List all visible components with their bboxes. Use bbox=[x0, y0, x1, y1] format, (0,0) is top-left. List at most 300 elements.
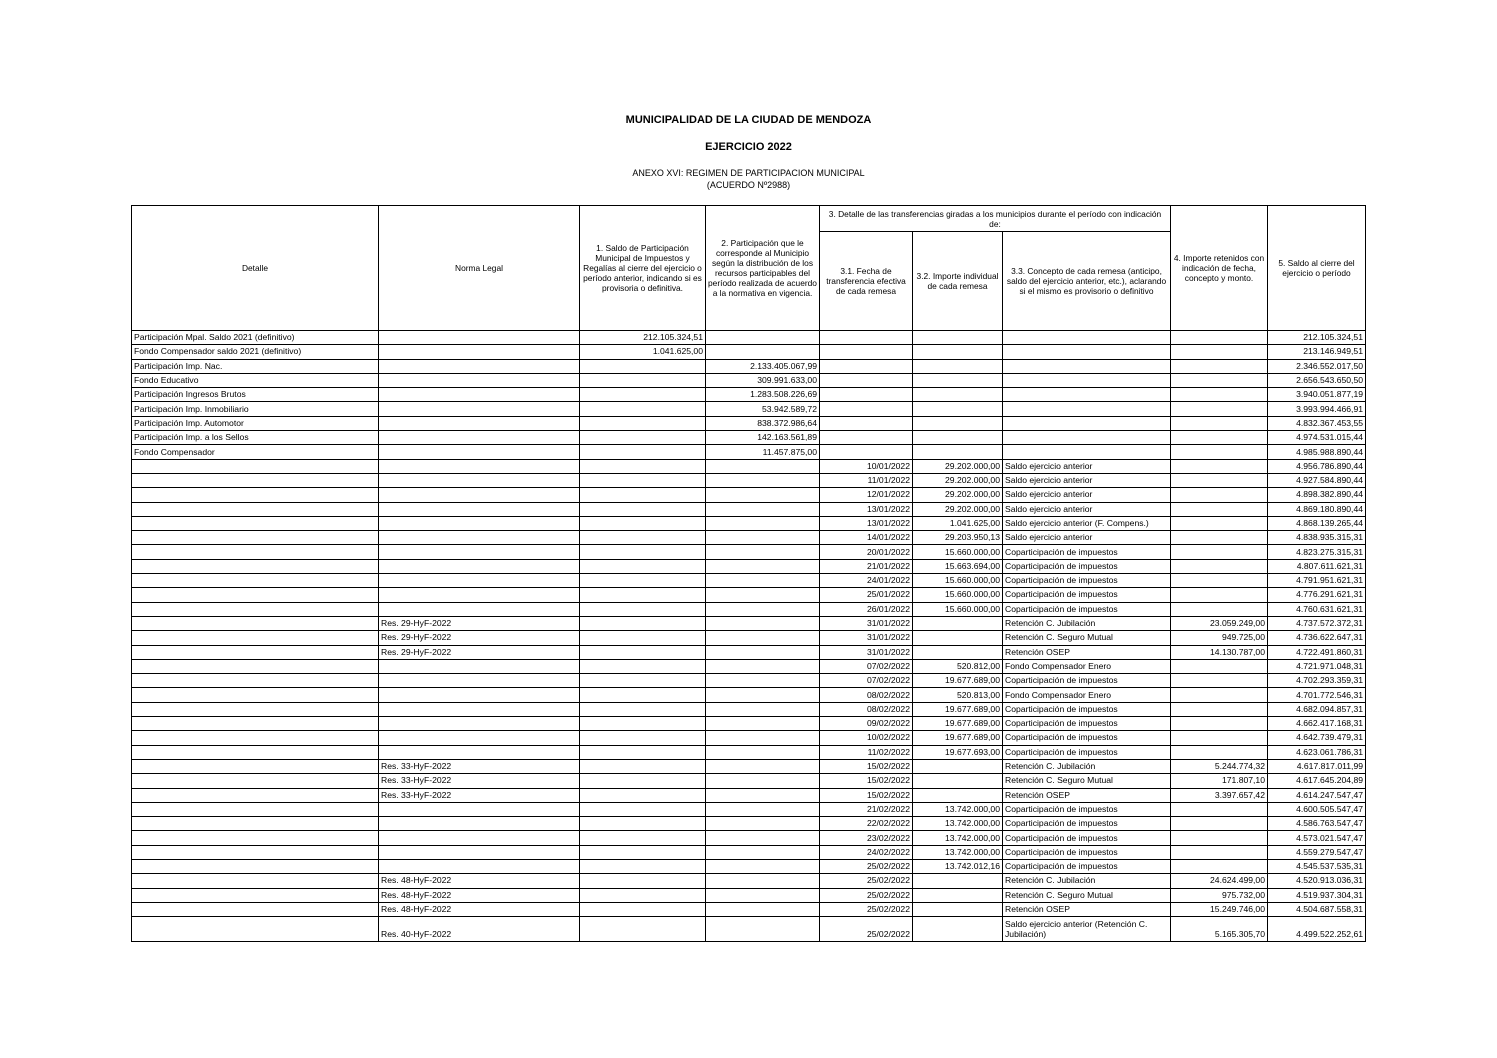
norma-legal-cell: Res. 48-HyF-2022 bbox=[379, 888, 580, 902]
table-row bbox=[132, 831, 1366, 845]
saldo-cierre-cell: 4.868.139.265,44 bbox=[1268, 516, 1366, 530]
importe-cell bbox=[913, 345, 1003, 359]
col-header-norma-legal: Norma Legal bbox=[379, 206, 580, 331]
retencion-cell bbox=[1171, 431, 1268, 445]
concepto-cell: Retención C. Seguro Mutual bbox=[1003, 774, 1171, 788]
importe-cell bbox=[913, 788, 1003, 802]
participacion-cell bbox=[706, 902, 820, 916]
retencion-cell bbox=[1171, 388, 1268, 402]
retencion-cell bbox=[1171, 416, 1268, 430]
participacion-cell bbox=[706, 345, 820, 359]
importe-cell: 15.663.694,00 bbox=[913, 559, 1003, 573]
retencion-cell bbox=[1171, 488, 1268, 502]
table-row bbox=[132, 388, 1366, 402]
saldo-cierre-cell: 4.701.772.546,31 bbox=[1268, 688, 1366, 702]
concepto-cell: Retención OSEP bbox=[1003, 788, 1171, 802]
importe-cell bbox=[913, 402, 1003, 416]
importe-cell: 520.812,00 bbox=[913, 659, 1003, 673]
importe-cell bbox=[913, 431, 1003, 445]
fecha-cell bbox=[820, 431, 913, 445]
participacion-cell: 2.133.405.067,99 bbox=[706, 359, 820, 373]
fecha-cell: 25/02/2022 bbox=[820, 874, 913, 888]
detalle-cell bbox=[132, 831, 379, 845]
fiscal-year-title: EJERCICIO 2022 bbox=[705, 141, 792, 153]
fecha-cell bbox=[820, 388, 913, 402]
participacion-cell bbox=[706, 817, 820, 831]
importe-cell: 13.742.000,00 bbox=[913, 845, 1003, 859]
norma-legal-cell bbox=[379, 531, 580, 545]
table-row bbox=[132, 488, 1366, 502]
saldo-anterior-cell bbox=[580, 817, 706, 831]
saldo-cierre-cell: 4.499.522.252,61 bbox=[1268, 917, 1366, 942]
participacion-cell bbox=[706, 674, 820, 688]
norma-legal-cell bbox=[379, 388, 580, 402]
detalle-cell: Participación Imp. Automotor bbox=[132, 416, 379, 430]
saldo-anterior-cell bbox=[580, 516, 706, 530]
norma-legal-cell bbox=[379, 345, 580, 359]
retencion-cell: 14.130.787,00 bbox=[1171, 645, 1268, 659]
retencion-cell bbox=[1171, 588, 1268, 602]
concepto-cell bbox=[1003, 345, 1171, 359]
saldo-anterior-cell bbox=[580, 717, 706, 731]
importe-cell: 29.202.000,00 bbox=[913, 488, 1003, 502]
importe-cell: 29.202.000,00 bbox=[913, 502, 1003, 516]
participacion-cell bbox=[706, 559, 820, 573]
norma-legal-cell bbox=[379, 545, 580, 559]
participacion-cell bbox=[706, 745, 820, 759]
importe-cell bbox=[913, 388, 1003, 402]
saldo-cierre-cell: 3.993.994.466,91 bbox=[1268, 402, 1366, 416]
fecha-cell: 13/01/2022 bbox=[820, 516, 913, 530]
fecha-cell: 07/02/2022 bbox=[820, 674, 913, 688]
retencion-cell bbox=[1171, 731, 1268, 745]
table-row bbox=[132, 674, 1366, 688]
saldo-anterior-cell bbox=[580, 473, 706, 487]
saldo-anterior-cell bbox=[580, 759, 706, 773]
table-row bbox=[132, 616, 1366, 630]
participacion-cell bbox=[706, 588, 820, 602]
detalle-cell bbox=[132, 702, 379, 716]
saldo-anterior-cell bbox=[580, 388, 706, 402]
fecha-cell: 23/02/2022 bbox=[820, 831, 913, 845]
concepto-cell: Saldo ejercicio anterior bbox=[1003, 473, 1171, 487]
fecha-cell: 15/02/2022 bbox=[820, 759, 913, 773]
concepto-cell: Saldo ejercicio anterior (F. Compens.) bbox=[1003, 516, 1171, 530]
saldo-anterior-cell bbox=[580, 845, 706, 859]
importe-cell: 13.742.000,00 bbox=[913, 817, 1003, 831]
col-header-concepto: 3.3. Concepto de cada remesa (anticipo, saldo del ejercicio anterior, etc.), aclarando si el mismo es provisorio o definitivo bbox=[1003, 232, 1171, 331]
saldo-anterior-cell bbox=[580, 531, 706, 545]
table-row bbox=[132, 688, 1366, 702]
saldo-anterior-cell bbox=[580, 774, 706, 788]
retencion-cell bbox=[1171, 345, 1268, 359]
norma-legal-cell: Res. 48-HyF-2022 bbox=[379, 874, 580, 888]
fecha-cell: 26/01/2022 bbox=[820, 602, 913, 616]
table-row bbox=[132, 402, 1366, 416]
detalle-cell bbox=[132, 559, 379, 573]
retencion-cell: 24.624.499,00 bbox=[1171, 874, 1268, 888]
table-row bbox=[132, 717, 1366, 731]
table-row bbox=[132, 645, 1366, 659]
norma-legal-cell bbox=[379, 745, 580, 759]
saldo-cierre-cell: 4.869.180.890,44 bbox=[1268, 502, 1366, 516]
saldo-cierre-cell: 4.927.584.890,44 bbox=[1268, 473, 1366, 487]
norma-legal-cell bbox=[379, 459, 580, 473]
table-row bbox=[132, 502, 1366, 516]
retencion-cell bbox=[1171, 674, 1268, 688]
concepto-cell: Retención C. Jubilación bbox=[1003, 616, 1171, 630]
retencion-cell bbox=[1171, 831, 1268, 845]
norma-legal-cell bbox=[379, 373, 580, 387]
saldo-anterior-cell bbox=[580, 402, 706, 416]
importe-cell bbox=[913, 645, 1003, 659]
participacion-cell bbox=[706, 717, 820, 731]
saldo-anterior-cell bbox=[580, 574, 706, 588]
fecha-cell: 31/01/2022 bbox=[820, 645, 913, 659]
retencion-cell: 949.725,00 bbox=[1171, 631, 1268, 645]
concepto-cell: Coparticipación de impuestos bbox=[1003, 559, 1171, 573]
concepto-cell: Coparticipación de impuestos bbox=[1003, 802, 1171, 816]
importe-cell bbox=[913, 331, 1003, 345]
participacion-cell bbox=[706, 645, 820, 659]
saldo-anterior-cell bbox=[580, 359, 706, 373]
importe-cell bbox=[913, 373, 1003, 387]
norma-legal-cell: Res. 33-HyF-2022 bbox=[379, 774, 580, 788]
concepto-cell: Coparticipación de impuestos bbox=[1003, 674, 1171, 688]
fecha-cell: 25/02/2022 bbox=[820, 902, 913, 916]
saldo-cierre-cell: 4.838.935.315,31 bbox=[1268, 531, 1366, 545]
participacion-cell: 53.942.589,72 bbox=[706, 402, 820, 416]
fecha-cell: 08/02/2022 bbox=[820, 702, 913, 716]
fecha-cell: 15/02/2022 bbox=[820, 774, 913, 788]
importe-cell: 29.202.000,00 bbox=[913, 459, 1003, 473]
retencion-cell bbox=[1171, 802, 1268, 816]
table-row bbox=[132, 888, 1366, 902]
concepto-cell: Saldo ejercicio anterior (Retención C. Jubilación) bbox=[1003, 917, 1171, 942]
concepto-cell: Coparticipación de impuestos bbox=[1003, 574, 1171, 588]
participacion-cell bbox=[706, 616, 820, 630]
saldo-cierre-cell: 4.614.247.547,47 bbox=[1268, 788, 1366, 802]
participacion-cell bbox=[706, 531, 820, 545]
saldo-cierre-cell: 4.600.505.547,47 bbox=[1268, 802, 1366, 816]
fecha-cell bbox=[820, 445, 913, 459]
retencion-cell bbox=[1171, 559, 1268, 573]
saldo-anterior-cell bbox=[580, 373, 706, 387]
retencion-cell bbox=[1171, 845, 1268, 859]
saldo-cierre-cell: 4.760.631.621,31 bbox=[1268, 602, 1366, 616]
fecha-cell bbox=[820, 345, 913, 359]
saldo-anterior-cell bbox=[580, 788, 706, 802]
norma-legal-cell bbox=[379, 559, 580, 573]
saldo-cierre-cell: 4.573.021.547,47 bbox=[1268, 831, 1366, 845]
importe-cell bbox=[913, 631, 1003, 645]
saldo-cierre-cell: 4.559.279.547,47 bbox=[1268, 845, 1366, 859]
saldo-anterior-cell bbox=[580, 702, 706, 716]
detalle-cell: Participación Ingresos Brutos bbox=[132, 388, 379, 402]
norma-legal-cell: Res. 29-HyF-2022 bbox=[379, 631, 580, 645]
concepto-cell bbox=[1003, 359, 1171, 373]
saldo-anterior-cell bbox=[580, 659, 706, 673]
norma-legal-cell bbox=[379, 588, 580, 602]
detalle-cell bbox=[132, 488, 379, 502]
saldo-cierre-cell: 4.545.537.535,31 bbox=[1268, 859, 1366, 873]
norma-legal-cell: Res. 29-HyF-2022 bbox=[379, 616, 580, 630]
participacion-cell bbox=[706, 831, 820, 845]
saldo-cierre-cell: 4.520.913.036,31 bbox=[1268, 874, 1366, 888]
participacion-cell bbox=[706, 688, 820, 702]
col-header-transferencias: 3. Detalle de las transferencias giradas a los municipios durante el período con indicación de: bbox=[820, 206, 1171, 232]
table-row bbox=[132, 359, 1366, 373]
detalle-cell bbox=[132, 688, 379, 702]
col-header-detalle: Detalle bbox=[132, 206, 379, 331]
importe-cell: 13.742.000,00 bbox=[913, 802, 1003, 816]
fecha-cell: 15/02/2022 bbox=[820, 788, 913, 802]
fecha-cell: 24/02/2022 bbox=[820, 845, 913, 859]
fecha-cell: 31/01/2022 bbox=[820, 616, 913, 630]
retencion-cell: 3.397.657,42 bbox=[1171, 788, 1268, 802]
concepto-cell: Coparticipación de impuestos bbox=[1003, 602, 1171, 616]
detalle-cell: Participación Imp. Nac. bbox=[132, 359, 379, 373]
saldo-anterior-cell bbox=[580, 917, 706, 942]
table-row bbox=[132, 331, 1366, 345]
col-header-importe: 3.2. Importe individual de cada remesa bbox=[913, 232, 1003, 331]
table-row bbox=[132, 473, 1366, 487]
table-row bbox=[132, 788, 1366, 802]
concepto-cell: Coparticipación de impuestos bbox=[1003, 717, 1171, 731]
retencion-cell: 5.165.305,70 bbox=[1171, 917, 1268, 942]
table-row bbox=[132, 431, 1366, 445]
importe-cell bbox=[913, 874, 1003, 888]
importe-cell bbox=[913, 774, 1003, 788]
norma-legal-cell bbox=[379, 331, 580, 345]
saldo-anterior-cell bbox=[580, 488, 706, 502]
participacion-cell bbox=[706, 731, 820, 745]
col-header-participacion: 2. Participación que le corresponde al Municipio según la distribución de los recursos participables del período realizada de acuerdo a la normativa en vigencia. bbox=[706, 206, 820, 331]
concepto-cell bbox=[1003, 373, 1171, 387]
concepto-cell bbox=[1003, 431, 1171, 445]
concepto-cell: Retención C. Jubilación bbox=[1003, 874, 1171, 888]
concepto-cell bbox=[1003, 402, 1171, 416]
concepto-cell: Coparticipación de impuestos bbox=[1003, 845, 1171, 859]
concepto-cell: Coparticipación de impuestos bbox=[1003, 831, 1171, 845]
fecha-cell: 31/01/2022 bbox=[820, 631, 913, 645]
saldo-anterior-cell bbox=[580, 874, 706, 888]
saldo-anterior-cell bbox=[580, 745, 706, 759]
retencion-cell bbox=[1171, 445, 1268, 459]
norma-legal-cell bbox=[379, 416, 580, 430]
table-row bbox=[132, 345, 1366, 359]
concepto-cell: Coparticipación de impuestos bbox=[1003, 745, 1171, 759]
norma-legal-cell: Res. 29-HyF-2022 bbox=[379, 645, 580, 659]
table-row bbox=[132, 917, 1366, 942]
detalle-cell bbox=[132, 845, 379, 859]
fecha-cell: 13/01/2022 bbox=[820, 502, 913, 516]
detalle-cell: Participación Imp. a los Sellos bbox=[132, 431, 379, 445]
importe-cell bbox=[913, 759, 1003, 773]
detalle-cell bbox=[132, 531, 379, 545]
norma-legal-cell bbox=[379, 845, 580, 859]
organization-title: MUNICIPALIDAD DE LA CIUDAD DE MENDOZA bbox=[625, 114, 872, 126]
table-row bbox=[132, 574, 1366, 588]
importe-cell: 19.677.689,00 bbox=[913, 674, 1003, 688]
fecha-cell bbox=[820, 331, 913, 345]
detalle-cell bbox=[132, 588, 379, 602]
detalle-cell bbox=[132, 473, 379, 487]
table-row bbox=[132, 859, 1366, 873]
retencion-cell: 171.807,10 bbox=[1171, 774, 1268, 788]
detalle-cell bbox=[132, 917, 379, 942]
retencion-cell bbox=[1171, 688, 1268, 702]
concepto-cell: Saldo ejercicio anterior bbox=[1003, 459, 1171, 473]
table-row bbox=[132, 445, 1366, 459]
saldo-cierre-cell: 4.721.971.048,31 bbox=[1268, 659, 1366, 673]
saldo-anterior-cell bbox=[580, 602, 706, 616]
saldo-anterior-cell bbox=[580, 588, 706, 602]
table-row bbox=[132, 459, 1366, 473]
fecha-cell bbox=[820, 359, 913, 373]
importe-cell bbox=[913, 902, 1003, 916]
table-row bbox=[132, 531, 1366, 545]
participacion-cell: 838.372.986,64 bbox=[706, 416, 820, 430]
saldo-anterior-cell bbox=[580, 802, 706, 816]
fecha-cell: 25/02/2022 bbox=[820, 917, 913, 942]
importe-cell bbox=[913, 888, 1003, 902]
concepto-cell: Coparticipación de impuestos bbox=[1003, 702, 1171, 716]
importe-cell: 19.677.689,00 bbox=[913, 702, 1003, 716]
norma-legal-cell bbox=[379, 602, 580, 616]
participacion-cell bbox=[706, 574, 820, 588]
participacion-cell bbox=[706, 874, 820, 888]
participacion-cell: 142.163.561,89 bbox=[706, 431, 820, 445]
table-row bbox=[132, 631, 1366, 645]
importe-cell: 15.660.000,00 bbox=[913, 574, 1003, 588]
fecha-cell: 24/01/2022 bbox=[820, 574, 913, 588]
detalle-cell bbox=[132, 817, 379, 831]
saldo-anterior-cell bbox=[580, 859, 706, 873]
saldo-cierre-cell: 212.105.324,51 bbox=[1268, 331, 1366, 345]
participacion-cell bbox=[706, 516, 820, 530]
concepto-cell: Coparticipación de impuestos bbox=[1003, 545, 1171, 559]
detalle-cell: Fondo Educativo bbox=[132, 373, 379, 387]
detalle-cell bbox=[132, 902, 379, 916]
participacion-cell bbox=[706, 888, 820, 902]
norma-legal-cell bbox=[379, 688, 580, 702]
table-row bbox=[132, 559, 1366, 573]
retencion-cell bbox=[1171, 359, 1268, 373]
saldo-anterior-cell bbox=[580, 674, 706, 688]
table-row bbox=[132, 745, 1366, 759]
saldo-anterior-cell bbox=[580, 459, 706, 473]
norma-legal-cell bbox=[379, 431, 580, 445]
saldo-cierre-cell: 4.617.817.011,99 bbox=[1268, 759, 1366, 773]
saldo-cierre-cell: 4.519.937.304,31 bbox=[1268, 888, 1366, 902]
agreement-subtitle: (ACUERDO Nº2988) bbox=[706, 180, 791, 190]
importe-cell: 19.677.689,00 bbox=[913, 731, 1003, 745]
detalle-cell bbox=[132, 674, 379, 688]
concepto-cell: Coparticipación de impuestos bbox=[1003, 588, 1171, 602]
participacion-cell bbox=[706, 545, 820, 559]
table-row bbox=[132, 602, 1366, 616]
norma-legal-cell bbox=[379, 717, 580, 731]
detalle-cell bbox=[132, 631, 379, 645]
norma-legal-cell bbox=[379, 445, 580, 459]
fecha-cell: 22/02/2022 bbox=[820, 817, 913, 831]
participacion-cell bbox=[706, 488, 820, 502]
concepto-cell: Coparticipación de impuestos bbox=[1003, 731, 1171, 745]
saldo-anterior-cell bbox=[580, 731, 706, 745]
saldo-cierre-cell: 4.662.417.168,31 bbox=[1268, 717, 1366, 731]
saldo-cierre-cell: 4.682.094.857,31 bbox=[1268, 702, 1366, 716]
concepto-cell: Coparticipación de impuestos bbox=[1003, 859, 1171, 873]
norma-legal-cell bbox=[379, 859, 580, 873]
saldo-cierre-cell: 2.656.543.650,50 bbox=[1268, 373, 1366, 387]
norma-legal-cell bbox=[379, 502, 580, 516]
participacion-cell bbox=[706, 802, 820, 816]
retencion-cell bbox=[1171, 702, 1268, 716]
concepto-cell bbox=[1003, 388, 1171, 402]
norma-legal-cell bbox=[379, 516, 580, 530]
detalle-cell bbox=[132, 545, 379, 559]
fecha-cell: 11/01/2022 bbox=[820, 473, 913, 487]
importe-cell: 15.660.000,00 bbox=[913, 588, 1003, 602]
participacion-cell bbox=[706, 702, 820, 716]
retencion-cell bbox=[1171, 659, 1268, 673]
table-row bbox=[132, 874, 1366, 888]
detalle-cell bbox=[132, 616, 379, 630]
saldo-cierre-cell: 4.974.531.015,44 bbox=[1268, 431, 1366, 445]
saldo-anterior-cell bbox=[580, 545, 706, 559]
fecha-cell bbox=[820, 373, 913, 387]
concepto-cell: Retención OSEP bbox=[1003, 902, 1171, 916]
saldo-cierre-cell: 4.791.951.621,31 bbox=[1268, 574, 1366, 588]
col-header-retenciones: 4. Importe retenidos con indicación de fecha, concepto y monto. bbox=[1171, 206, 1268, 331]
table-row bbox=[132, 774, 1366, 788]
retencion-cell: 975.732,00 bbox=[1171, 888, 1268, 902]
saldo-anterior-cell bbox=[580, 502, 706, 516]
table-row bbox=[132, 516, 1366, 530]
importe-cell: 19.677.689,00 bbox=[913, 717, 1003, 731]
retencion-cell bbox=[1171, 531, 1268, 545]
concepto-cell bbox=[1003, 416, 1171, 430]
saldo-cierre-cell: 4.702.293.359,31 bbox=[1268, 674, 1366, 688]
saldo-anterior-cell bbox=[580, 902, 706, 916]
norma-legal-cell bbox=[379, 659, 580, 673]
saldo-anterior-cell bbox=[580, 831, 706, 845]
participacion-cell bbox=[706, 759, 820, 773]
fecha-cell: 25/02/2022 bbox=[820, 859, 913, 873]
retencion-cell: 5.244.774,32 bbox=[1171, 759, 1268, 773]
detalle-cell bbox=[132, 788, 379, 802]
participacion-cell: 11.457.875,00 bbox=[706, 445, 820, 459]
importe-cell: 13.742.012,16 bbox=[913, 859, 1003, 873]
concepto-cell: Retención OSEP bbox=[1003, 645, 1171, 659]
fecha-cell: 11/02/2022 bbox=[820, 745, 913, 759]
retencion-cell: 15.249.746,00 bbox=[1171, 902, 1268, 916]
table-row bbox=[132, 416, 1366, 430]
norma-legal-cell bbox=[379, 359, 580, 373]
participacion-cell: 309.991.633,00 bbox=[706, 373, 820, 387]
retencion-cell bbox=[1171, 331, 1268, 345]
norma-legal-cell bbox=[379, 488, 580, 502]
retencion-cell bbox=[1171, 745, 1268, 759]
saldo-cierre-cell: 4.832.367.453,55 bbox=[1268, 416, 1366, 430]
detalle-cell bbox=[132, 888, 379, 902]
norma-legal-cell bbox=[379, 674, 580, 688]
importe-cell bbox=[913, 917, 1003, 942]
saldo-anterior-cell bbox=[580, 631, 706, 645]
saldo-cierre-cell: 4.956.786.890,44 bbox=[1268, 459, 1366, 473]
saldo-cierre-cell: 213.146.949,51 bbox=[1268, 345, 1366, 359]
